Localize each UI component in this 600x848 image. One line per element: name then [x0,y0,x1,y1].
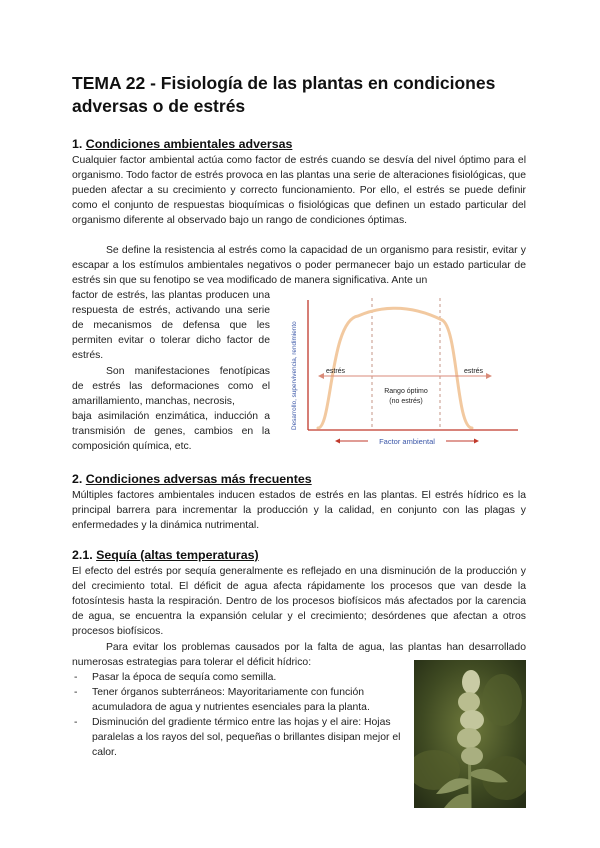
paragraph: Cualquier factor ambiental actúa como factor de estrés cuando se desvía del nivel óptimo para el organismo. Todo factor de estrés provoca en las plantas una serie de alteraciones fisiológicas, que pueden afectar a su crecimiento y correcto funcionamiento. Por ello, el estrés se puede definir como el conjunto de respuestas bioquímicas o fisiológicas que definen un estado particular del organismo diferente al observado bajo un rango de condiciones óptimas. [72,155,526,226]
no-stress-label: (no estrés) [389,398,423,405]
section-number: 2. [72,472,86,486]
paragraph: El efecto del estrés por sequía generalmente es reflejado en una disminución de la producción y del crecimiento total. El déficit de agua afecta rápidamente los procesos que van desde la fotosíntesis hasta la respiración. Dentro de los procesos biofísicos más afectados por la carencia de agua, se encuentra la expansión celular y el crecimiento; desórdenes que afectan a otros procesos biofísicos. [72,566,526,637]
xlabel-left-arrowhead [335,439,340,444]
paragraph: baja asimilación enzimática, inducción a transmisión de genes, cambios en la composición química, etc. [72,411,270,452]
paragraph: Para evitar los problemas causados por la falta de agua, las plantas han desarrollado numerosas estrategias para tolerar el déficit hídrico: [72,642,526,668]
list-item [72,685,420,715]
list-item-text: Pasar la época de sequía como semilla. [92,672,277,683]
list-item-text: Disminución del gradiente térmico entre las hojas y el aire: Hojas paralelas a los rayos del sol, pequeñas o brillantes disipan mejor el calor. [92,717,401,758]
right-arrowhead [486,373,492,379]
section-title: Condiciones adversas más frecuentes [85,472,312,486]
section-number: 1. [72,137,86,151]
section-2-heading [72,471,312,487]
paragraph: Se define la resistencia al estrés como la capacidad de un organismo para resistir, evitar y escapar a los estímulos ambientales negativos o poder permanecer bajo un estado particular de estrés sin que su fenotipo se vea modificado de manera significativa. Ante un [72,245,526,286]
list-bullet: - [74,717,78,728]
section-title: Sequía (altas temperaturas) [96,548,259,562]
list-item [72,670,420,685]
stress-response-diagram [280,292,530,452]
section-1-heading [72,136,292,152]
x-axis-label: Factor ambiental [379,437,435,446]
paragraph: factor de estrés, las plantas producen una respuesta de estrés, activando una serie de mecanismos de defensa que les permiten evitar o tolerar dicho factor de estrés. [72,290,270,361]
list-item [72,715,420,760]
strategy-list [72,670,420,760]
left-stress-label: estrés [326,368,346,375]
section-2-1-heading [72,547,259,563]
xlabel-right-arrowhead [474,439,479,444]
page-title: TEMA 22 - Fisiología de las plantas en condiciones adversas o de estrés [72,73,496,116]
list-bullet: - [74,672,78,683]
paragraph: Múltiples factores ambientales inducen estados de estrés en las plantas. El estrés hídrico es la principal barrera para incrementar la producción y la calidad, en conjunto con las plagas y enfermedades y la dinámica nutrimental. [72,490,526,531]
list-bullet: - [74,687,78,698]
section-title: Condiciones ambientales adversas [85,137,293,151]
right-stress-label: estrés [464,368,484,375]
y-axis-label: Desarrollo, supervivencia, rendimiento [291,321,298,430]
left-arrowhead [318,373,324,379]
section-number: 2.1. [72,548,97,562]
optimum-range-label: Rango óptimo [384,388,428,395]
paragraph: Son manifestaciones fenotípicas de estrés las deformaciones como el amarillamiento, manchas, necrosis, [72,366,270,407]
list-item-text: Tener órganos subterráneos: Mayoritariamente con función acumuladora de agua y nutrientes esenciales para la planta. [92,687,370,713]
plant-photo [414,660,526,808]
